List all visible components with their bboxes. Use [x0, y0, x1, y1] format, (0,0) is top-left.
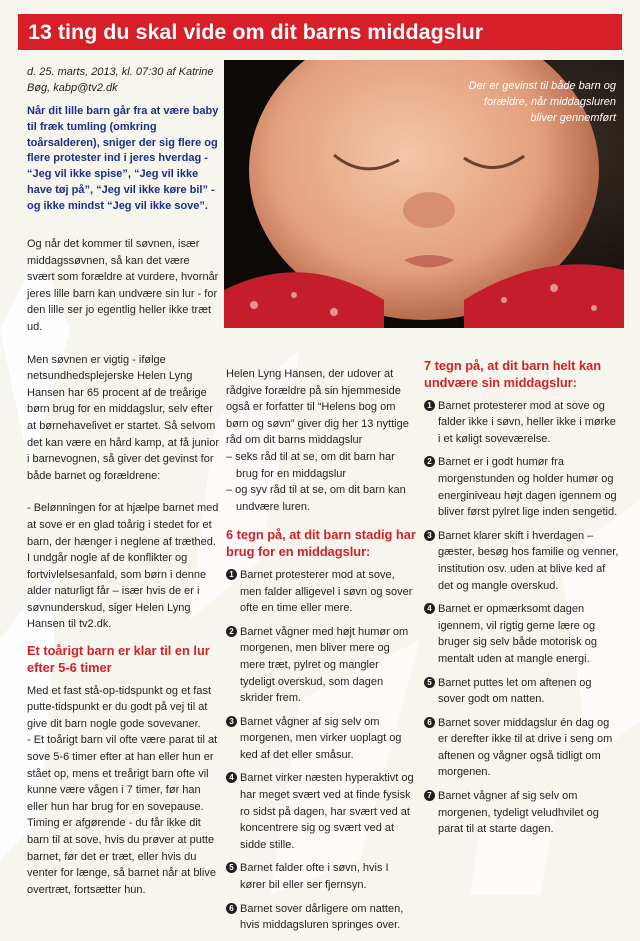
section-heading: Et toårigt barn er klar til en lur efter 5-6 timer: [27, 643, 210, 675]
paragraph: Og når det kommer til søvnen, især middagssøvnen, så kan det være svært som forældre at vurdere, hvornår jeres lille barn kan undvære sin lur - for den lille ser jo egentlig heller ikke træt ud.: [27, 238, 219, 333]
column-2: [226, 366, 416, 941]
advice-summary-list: [226, 449, 416, 515]
column-1: [27, 236, 219, 898]
list-item: 7 Barnet vågner af sig selv om morgenen, tydeligt veludhvilet og parat til at starte dagen.: [424, 788, 620, 838]
signs-no-nap-list: [424, 398, 620, 838]
paragraph: Med et fast stå-op-tidspunkt og et fast putte-tidspunkt er du godt på vej til at give dit barn nogle gode sovevaner.: [27, 684, 212, 730]
number-badge-icon: 3: [424, 530, 435, 541]
list-item: 3 Barnet klarer skift i hverdagen – gæster, besøg hos familie og venner, institution osv. uden at blive ked af det og mangle overskud.: [424, 528, 620, 594]
section-heading: 6 tegn på, at dit barn stadig har brug for en middagslur:: [226, 527, 416, 560]
section-heading: 7 tegn på, at dit barn helt kan undvære sin middagslur:: [424, 358, 602, 390]
list-item: 3 Barnet vågner af sig selv om morgenen, men virker uoplagt og ked af det eller småsur.: [226, 714, 416, 764]
article-title: 13 ting du skal vide om dit barns middagslur: [28, 20, 484, 44]
byline: d. 25. marts, 2013, kl. 07:30 af Katrine Bøg, kabp@tv2.dk: [27, 66, 214, 94]
list-item: 4 Barnet er opmærksomt dagen igennem, vil rigtig gerne lære og bruger sig selv både motorisk og mentalt uden at mangle energi.: [424, 601, 620, 667]
list-item: 1 Barnet protesterer mod at sove, men falder alligevel i søvn og sover ofte en time eller mere.: [226, 567, 416, 617]
list-item: 2 Barnet vågner med højt humør om morgenen, men bliver mere og mere træt, pylret og mangler tydeligt overskud, som dagen skrider frem.: [226, 624, 416, 707]
number-badge-icon: 3: [226, 716, 237, 727]
list-item: 2 Barnet er i godt humør fra morgenstunden og holder humør og energiniveau højt dagen igennem og bliver først pylret lige inden sengetid.: [424, 454, 620, 520]
number-badge-icon: 5: [226, 862, 237, 873]
list-item: 1 Barnet protesterer mod at sove og falder ikke i søvn, heller ikke i mørke i et køligt soveværelse.: [424, 398, 620, 448]
number-badge-icon: 2: [424, 456, 435, 467]
number-badge-icon: 6: [226, 903, 237, 914]
list-item: – seks råd til at se, om dit barn har brug for en middagslur: [226, 450, 395, 480]
paragraph: Helen Lyng Hansen, der udover at rådgive forældre på sin hjemmeside også er forfatter til “Helens bog om børn og søvn” giver dig her 13 nyttige råd om dit barns middagslur: [226, 368, 409, 447]
number-badge-icon: 7: [424, 790, 435, 801]
number-badge-icon: 4: [424, 603, 435, 614]
photo-caption: Der er gevinst til både barn og forældre, når middagsluren bliver gennemført: [468, 80, 616, 124]
title-banner: [18, 14, 622, 50]
list-item: 6 Barnet sover dårligere om natten, hvis middagsluren springes over.: [226, 901, 416, 934]
column-3: [424, 358, 620, 845]
sleeping-baby-photo: [224, 60, 624, 328]
list-item: 6 Barnet sover middagslur én dag og er derefter ikke til at drive i seng om aftenen og vågner også tidligt om morgenen.: [424, 715, 620, 781]
number-badge-icon: 6: [424, 717, 435, 728]
list-item: 4 Barnet virker næsten hyperaktivt og har meget svært ved at finde fysisk ro sidst på dagen, har svært ved at koncentrere sig og svært ved at sidde stille.: [226, 770, 416, 853]
list-item: – og syv råd til at se, om dit barn kan undvære luren.: [226, 484, 406, 513]
number-badge-icon: 2: [226, 626, 237, 637]
lead-paragraph: Når dit lille barn går fra at være baby til fræk tumling (omkring toårsalderen), sniger der sig flere og flere protester ind i jeres hverdag - “Jeg vil ikke spise”, “Jeg vil ikke have tøj på”, “Jeg vil ikke køre bil” - og ikke mindst “Jeg vil ikke sove”.: [27, 105, 219, 212]
number-badge-icon: 4: [226, 772, 237, 783]
number-badge-icon: 1: [424, 400, 435, 411]
paragraph: - Et toårigt barn vil ofte være parat til at sove 5-6 timer efter at han eller hun er stået op, mens et treårigt barn ofte vil kunne være vågen i 7 timer, før han eller hun har brug for en sovepause. Timing er afgørende - du får ikke dit barn til at sove, hvis du prøver at putte barnet, før det er træt, eller hvis du venter for længe, så barnet når at blive overtræt, fortsætter hun.: [27, 734, 218, 896]
list-item: 5 Barnet falder ofte i søvn, hvis I kører bil eller ser fjernsyn.: [226, 860, 416, 893]
paragraph: - Belønningen for at hjælpe barnet med at sove er en glad toårig i stedet for et barn, der hænger i neglene af træthed. I undgår nogle af de konflikter og fortvivlelsesanfald, som børn i denne alder naturligt får – især hvis de er i søvnunderskud, siger Helen Lyng Hansen til tv2.dk.: [27, 502, 219, 631]
list-item: 5 Barnet puttes let om aftenen og sover godt om natten.: [424, 675, 620, 708]
signs-need-nap-list: [226, 567, 416, 934]
number-badge-icon: 5: [424, 677, 435, 688]
paragraph: Men søvnen er vigtig - ifølge netsundhedsplejerske Helen Lyng Hansen har 65 procent af de treårige børn brug for en middagslur, selv efter at børnehavelivet er startet. Så selvom det kan være en hård kamp, at få junior i barnevognen, så giver det gevinst for både barnet og forældrene:: [27, 353, 219, 482]
number-badge-icon: 1: [226, 569, 237, 580]
